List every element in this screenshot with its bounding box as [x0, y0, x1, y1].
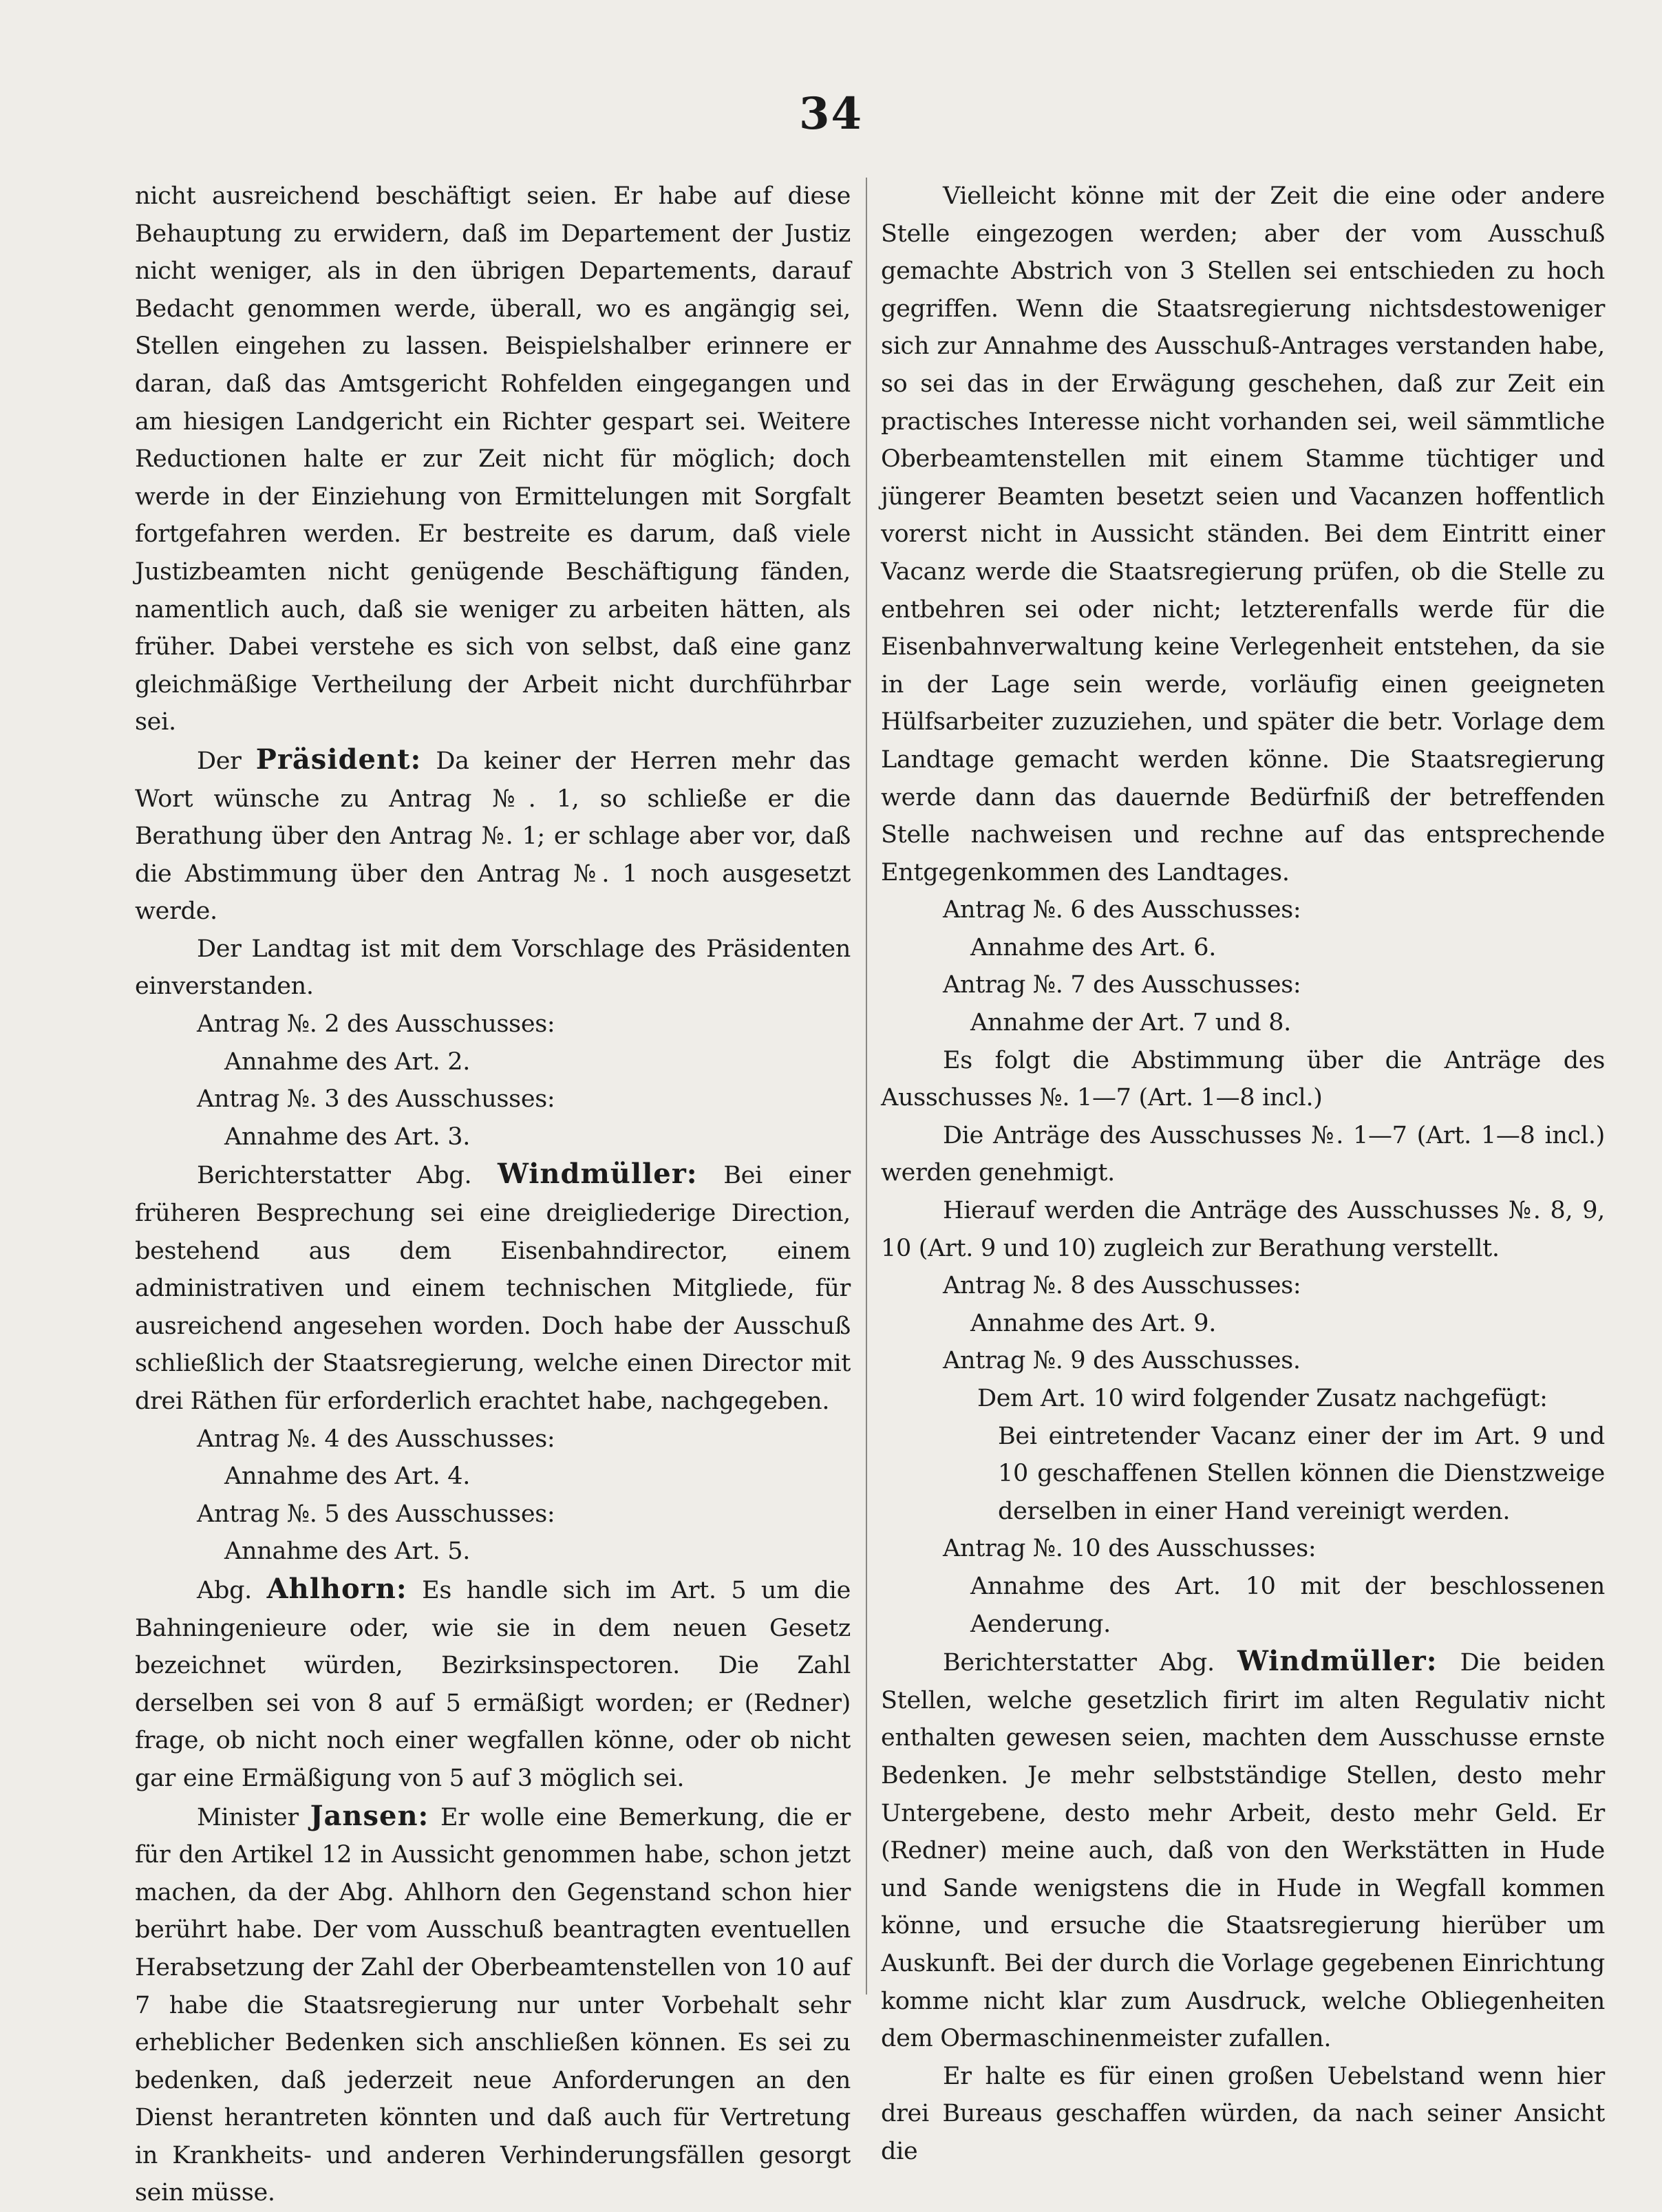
speaker-name: Präsident: [255, 743, 422, 776]
motion-heading: Antrag №. 10 des Ausschusses: [943, 1535, 1317, 1563]
amendment-intro: Dem Art. 10 wird folgender Zusatz nachgefügt: [977, 1385, 1548, 1412]
paragraph-ahlhorn [135, 1571, 851, 1798]
column-divider [866, 178, 867, 1995]
motion-heading: Antrag №. 8 des Ausschusses: [943, 1272, 1301, 1300]
speech-text: Er wolle eine Bemerkung, die er für den Artikel 12 in Aussicht genommen habe, schon jetzt machen, da der Abg. Ahlhorn den Gegenstand schon hier berührt habe. Der vom Ausschuß beantragten eventuellen Herabsetzung der Zahl der Oberbeamtenstellen von 10 auf 7 habe die Staatsregierung nur unter Vorbehalt sehr erheblicher Bedenken sich anschließen können. Es sei zu bedenken, daß jederzeit neue Anforderungen an den Dienst herantreten könnten und daß auch für Vertretung in Krankheits- und anderen Verhinderungsfällen gesorgt sein müsse. [135, 1803, 851, 2207]
paragraph-president [135, 741, 851, 930]
speech-text: Da keiner der Herren mehr das Wort wünsche zu Antrag №. 1, so schließe er die Berathung über den Antrag №. 1; er schlage aber vor, daß die Abstimmung über den Antrag №. 1 noch ausgesetzt werde. [135, 747, 851, 926]
speaker-name: Windmüller: [498, 1158, 698, 1191]
speaker-name: Windmüller: [1237, 1645, 1438, 1678]
motion-result: Annahme des Art. 6. [970, 933, 1217, 961]
motion-result: Annahme des Art. 4. [224, 1463, 471, 1491]
motion-heading: Antrag №. 4 des Ausschusses: [197, 1425, 555, 1453]
page-number: 34 [798, 88, 864, 140]
paragraph-windmueller [135, 1156, 851, 1420]
paragraph: Vielleicht könne mit der Zeit die eine oder andere Stelle eingezogen werden; aber der vom Ausschuß gemachte Abstrich von 3 Stellen sei entschieden zu hoch gegriffen. Wenn die Staatsregierung nichtsdestoweniger sich zur Annahme des Ausschuß-Antrages verstanden habe, so sei das in der Erwägung geschehen, daß zur Zeit ein practisches Interesse nicht vorhanden sei, weil sämmtliche Oberbeamtenstellen mit einem Stamme tüchtiger und jüngerer Beamten besetzt seien und Vacanzen hoffentlich vorerst nicht in Aussicht ständen. Bei dem Eintritt einer Vacanz werde die Staatsregierung prüfen, ob die Stelle zu entbehren sei oder nicht; letzterenfalls werde für die Eisenbahnverwaltung keine Verlegenheit entstehen, da sie in der Lage sein werde, vorläufig einen geeigneten Hülfsarbeiter zuzuziehen, und später die betr. Vorlage dem Landtage gemacht werden könne. Die Staatsregierung werde dann das dauernde Bedürfniß der betreffenden Stelle nachweisen und rechne auf das entsprechende Entgegenkommen des Landtages. [881, 182, 1605, 886]
speech-text: Bei einer früheren Besprechung sei eine dreigliederige Direction, bestehend aus dem Eisenbahndirector, einem administrativen und einem technischen Mitgliede, für ausreichend angesehen worden. Doch habe der Ausschuß schließlich der Staatsregierung, welche einen Director mit drei Räthen für erforderlich erachtet habe, nachgegeben. [135, 1162, 851, 1415]
motion-heading: Antrag №. 7 des Ausschusses: [943, 971, 1301, 999]
motion-result: Annahme der Art. 7 und 8. [970, 1009, 1291, 1037]
paragraph: Er halte es für einen großen Uebelstand wenn hier drei Bureaus geschaffen würden, da nach seiner Ansicht die [881, 2062, 1605, 2165]
speaker-prefix: Der [197, 747, 256, 775]
paragraph-jansen [135, 1798, 851, 2212]
motion-heading: Antrag №. 6 des Ausschusses: [943, 896, 1301, 924]
right-column [881, 178, 1605, 2170]
paragraph: Der Landtag ist mit dem Vorschlage des Präsidenten einverstanden. [135, 935, 851, 1001]
paragraph: Es folgt die Abstimmung über die Anträge des Ausschusses №. 1—7 (Art. 1—8 incl.) [881, 1046, 1605, 1112]
paragraph: Die Anträge des Ausschusses №. 1—7 (Art. 1—8 incl.) werden genehmigt. [881, 1121, 1605, 1187]
paragraph-windmueller [881, 1643, 1605, 2058]
motion-heading: Antrag №. 2 des Ausschusses: [197, 1010, 555, 1039]
speaker-name: Ahlhorn: [266, 1572, 407, 1605]
motion-result: Annahme des Art. 2. [224, 1047, 471, 1076]
speech-text: Die beiden Stellen, welche gesetzlich firirt im alten Regulativ nicht enthalten gewesen seien, machten dem Ausschusse ernste Bedenken. Je mehr selbstständige Stellen, desto mehr Untergebene, desto mehr Arbeit, desto mehr Geld. Er (Redner) meine auch, daß von den Werkstätten in Hude und Sande wenigstens die in Hude in Wegfall kommen könne, und ersuche die Staatsregierung hierüber um Auskunft. Bei der durch die Vorlage gegebenen Einrichtung komme nicht klar zum Ausdruck, welche Obliegenheiten dem Obermaschinenmeister zufallen. [881, 1649, 1606, 2053]
paragraph: nicht ausreichend beschäftigt seien. Er habe auf diese Behauptung zu erwidern, daß im Departement der Justiz nicht weniger, als in den übrigen Departements, darauf Bedacht genommen werde, überall, wo es angängig sei, Stellen eingehen zu lassen. Beispielshalber erinnere er daran, daß das Amtsgericht Rohfelden eingegangen und am hiesigen Landgericht ein Richter gespart sei. Weitere Reductionen halte er zur Zeit nicht für möglich; doch werde in der Einziehung von Ermittelungen mit Sorgfalt fortgefahren werden. Er bestreite es darum, daß viele Justizbeamten nicht genügende Beschäftigung fänden, namentlich auch, daß sie weniger zu arbeiten hätten, als früher. Dabei verstehe es sich von selbst, daß eine ganz gleichmäßige Vertheilung der Arbeit nicht durchführbar sei. [135, 182, 851, 736]
speaker-name: Jansen: [310, 1799, 429, 1832]
speech-text: Es handle sich im Art. 5 um die Bahningenieure oder, wie sie in dem neuen Gesetz bezeichnet würden, Bezirksinspectoren. Die Zahl derselben sei von 8 auf 5 ermäßigt worden; er (Redner) frage, ob nicht noch einer wegfallen könne, oder ob nicht gar eine Ermäßigung von 5 auf 3 möglich sei. [135, 1576, 851, 1792]
speaker-prefix: Minister [197, 1803, 310, 1831]
motion-result: Annahme des Art. 5. [224, 1538, 471, 1566]
amendment-text: Bei eintretender Vacanz einer der im Art. 9 und 10 geschaffenen Stellen können die Dienstzweige derselben in einer Hand vereinigt werden. [998, 1422, 1605, 1525]
motion-result: Annahme des Art. 3. [224, 1123, 471, 1151]
speaker-prefix: Abg. [197, 1576, 267, 1604]
paragraph: Hierauf werden die Anträge des Ausschusses №. 8, 9, 10 (Art. 9 und 10) zugleich zur Berathung verstellt. [881, 1197, 1605, 1262]
motion-heading: Antrag №. 3 des Ausschusses: [197, 1085, 555, 1114]
speaker-prefix: Berichterstatter Abg. [197, 1162, 498, 1190]
speaker-prefix: Berichterstatter Abg. [943, 1649, 1237, 1677]
left-column [135, 178, 851, 2212]
motion-heading: Antrag №. 5 des Ausschusses: [197, 1500, 555, 1528]
motion-result: Annahme des Art. 9. [970, 1309, 1217, 1337]
motion-heading: Antrag №. 9 des Ausschusses. [943, 1347, 1301, 1375]
motion-result: Annahme des Art. 10 mit der beschlossenen Aenderung. [970, 1572, 1605, 1638]
